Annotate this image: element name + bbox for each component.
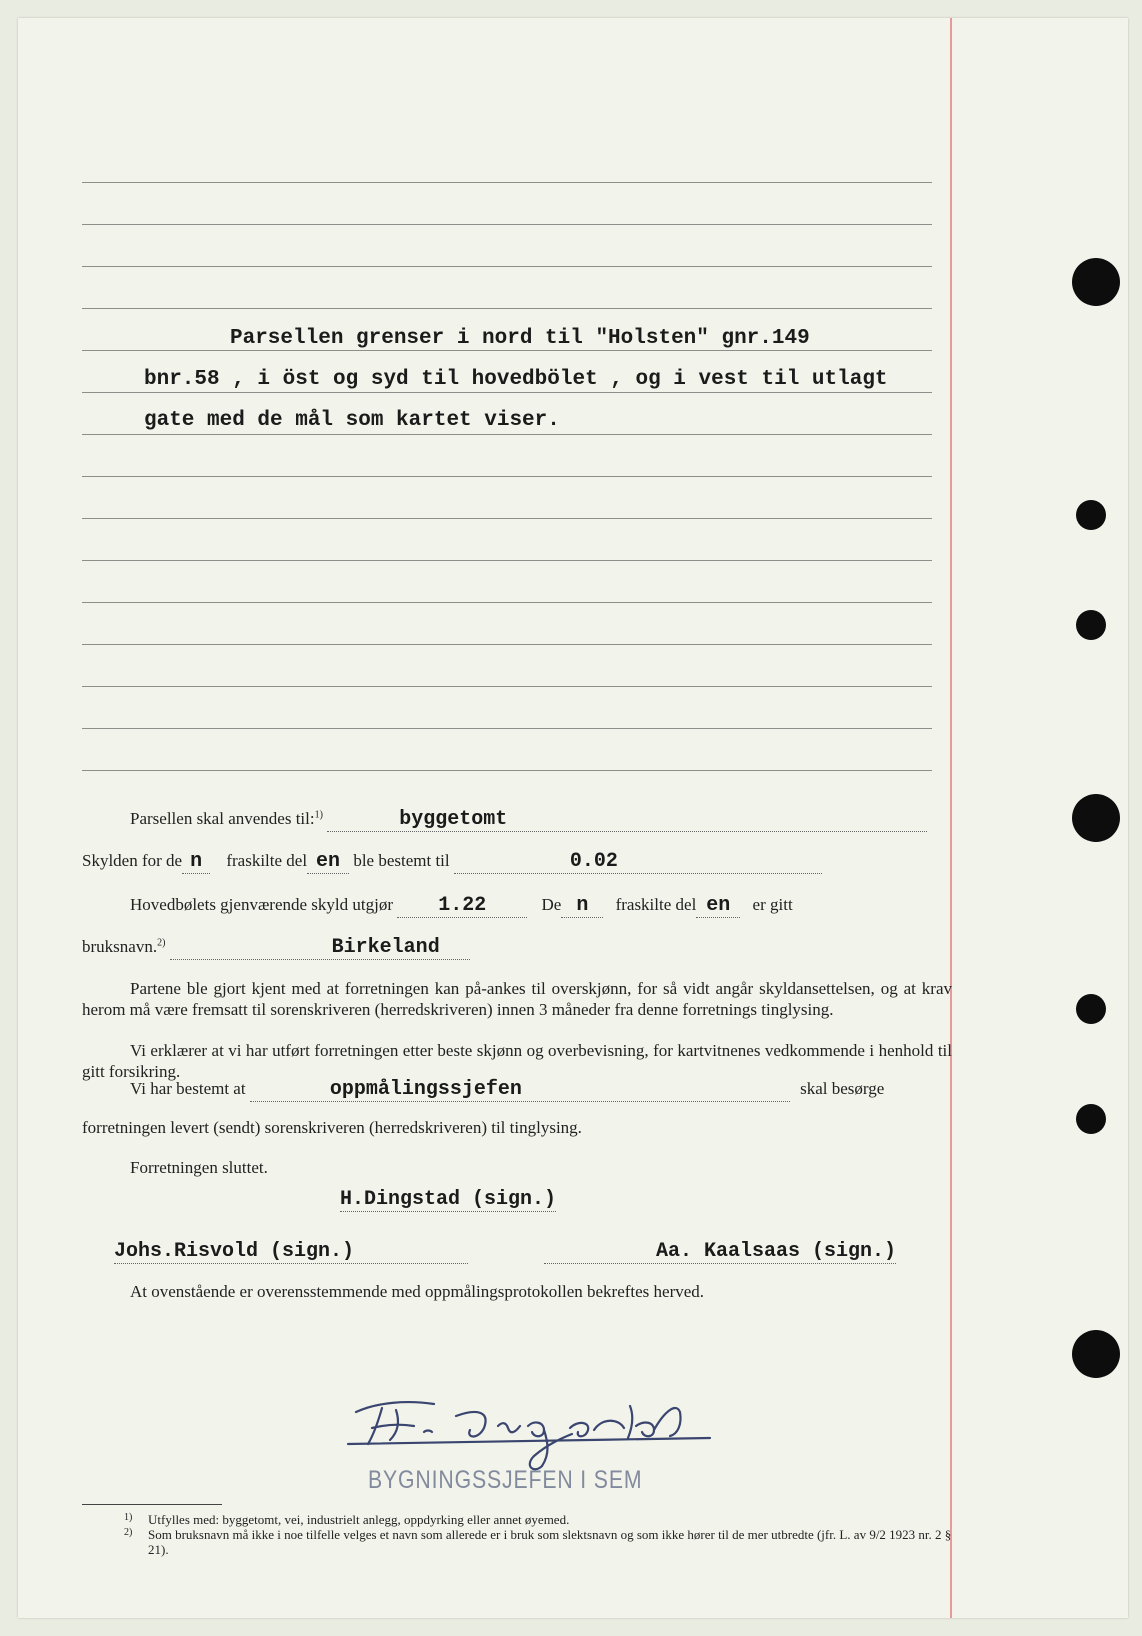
handwritten-signature [338, 1382, 728, 1472]
ruled-line [82, 182, 932, 183]
punch-hole-icon [1076, 1104, 1106, 1134]
remaining-label: Hovedbølets gjenværende skyld utgjør [130, 895, 393, 914]
footnote-text: Som bruksnavn må ikke i noe tilfelle velges et navn som allerede er i bruk som slektsnavn og som ikke hører til de mer utbredte (jfr. L. av 9/2 1923 nr. 2 § 21). [148, 1527, 952, 1557]
remaining-label: er gitt [752, 895, 793, 914]
ruled-line [82, 644, 932, 645]
ruled-line [82, 308, 932, 309]
description-line: gate med de mål som kartet viser. [144, 409, 560, 432]
ruled-line [82, 476, 932, 477]
punch-hole-icon [1076, 610, 1106, 640]
determined-label: skal besørge [800, 1079, 885, 1098]
signature-left: Johs.Risvold (sign.) [114, 1240, 468, 1264]
ruled-line [82, 770, 932, 771]
determined-label: Vi har bestemt at [130, 1079, 246, 1098]
footnote-mark: 1) [124, 1512, 133, 1523]
description-line: bnr.58 , i öst og syd til hovedbölet , og i vest til utlagt [144, 368, 888, 391]
punch-hole-icon [1072, 794, 1120, 842]
remaining-value: 1.22 [397, 894, 527, 918]
footnote-ref: 1) [314, 809, 323, 821]
description-line: Parsellen grenser i nord til "Holsten" gnr.149 [230, 327, 810, 350]
ruled-line [82, 686, 932, 687]
remaining-label: fraskilte del [615, 895, 697, 914]
punch-hole-icon [1072, 1330, 1120, 1378]
punch-hole-icon [1072, 258, 1120, 306]
ruled-line [82, 560, 932, 561]
punch-hole-icon [1076, 994, 1106, 1024]
skyld-value: 0.02 [454, 850, 822, 874]
appeal-text: Partene ble gjort kjent med at forretningen kan på-ankes til overskjønn, for så vidt angår skyldansettelsen, og at krav herom må være fremsatt til sorenskriveren (herredskriveren) innen 3 måneder fra denne forretnings tinglysing. [82, 979, 952, 1019]
footnote-mark: 2) [124, 1527, 133, 1538]
signature-main: H.Dingstad (sign.) [340, 1188, 557, 1211]
remaining-label: De [541, 895, 562, 914]
ruled-line [82, 518, 932, 519]
remaining-suffix: n [561, 894, 603, 918]
ruled-line [82, 266, 932, 267]
parcel-description [78, 318, 958, 441]
declaration-text: Vi erklærer at vi har utført forretningen etter beste skjønn og overbevisning, for kartvitnenes vedkommende i henhold til gitt forsikring. [82, 1041, 952, 1081]
use-line [82, 808, 952, 832]
ruled-line [82, 224, 932, 225]
official-stamp: BYGNINGSSJEFEN I SEM [368, 1466, 643, 1494]
skyld-label: fraskilte del [226, 851, 308, 870]
punch-hole-icon [1076, 500, 1106, 530]
footnote-item [124, 1512, 954, 1527]
bruksnavn-value: Birkeland [170, 936, 470, 960]
footnote-ref: 2) [157, 937, 166, 949]
use-label: Parsellen skal anvendes til: [130, 809, 315, 828]
footnote-item [124, 1527, 954, 1557]
skyld-suffix: en [307, 850, 349, 874]
bruksnavn-line [82, 936, 952, 960]
footnotes [124, 1512, 954, 1557]
ruled-line [82, 728, 932, 729]
skyld-label: Skylden for de [82, 851, 183, 870]
delivery-line: forretningen levert (sendt) sorenskriveren (herredskriveren) til tinglysing. [82, 1118, 582, 1137]
determined-value: oppmålingssjefen [250, 1078, 790, 1102]
determined-line [82, 1078, 952, 1102]
ruled-line [82, 602, 932, 603]
closed-line: Forretningen sluttet. [130, 1158, 268, 1177]
document-page [18, 18, 1128, 1618]
confirmation-line: At ovenstående er overensstemmende med oppmålingsprotokollen bekreftes herved. [130, 1282, 705, 1301]
appeal-paragraph [82, 978, 952, 1020]
footnote-text: Utfylles med: byggetomt, vei, industrielt anlegg, oppdyrking eller annet øyemed. [148, 1512, 570, 1527]
use-value: byggetomt [327, 808, 927, 832]
remaining-line [82, 894, 952, 918]
signature-right: Aa. Kaalsaas (sign.) [544, 1240, 896, 1264]
skyld-line [82, 850, 952, 874]
skyld-label: ble bestemt til [353, 851, 450, 870]
footnote-divider [82, 1504, 222, 1505]
remaining-suffix: en [696, 894, 740, 918]
skyld-suffix: n [182, 850, 210, 874]
declaration-paragraph [82, 1040, 952, 1082]
bruksnavn-label: bruksnavn. [82, 937, 158, 956]
